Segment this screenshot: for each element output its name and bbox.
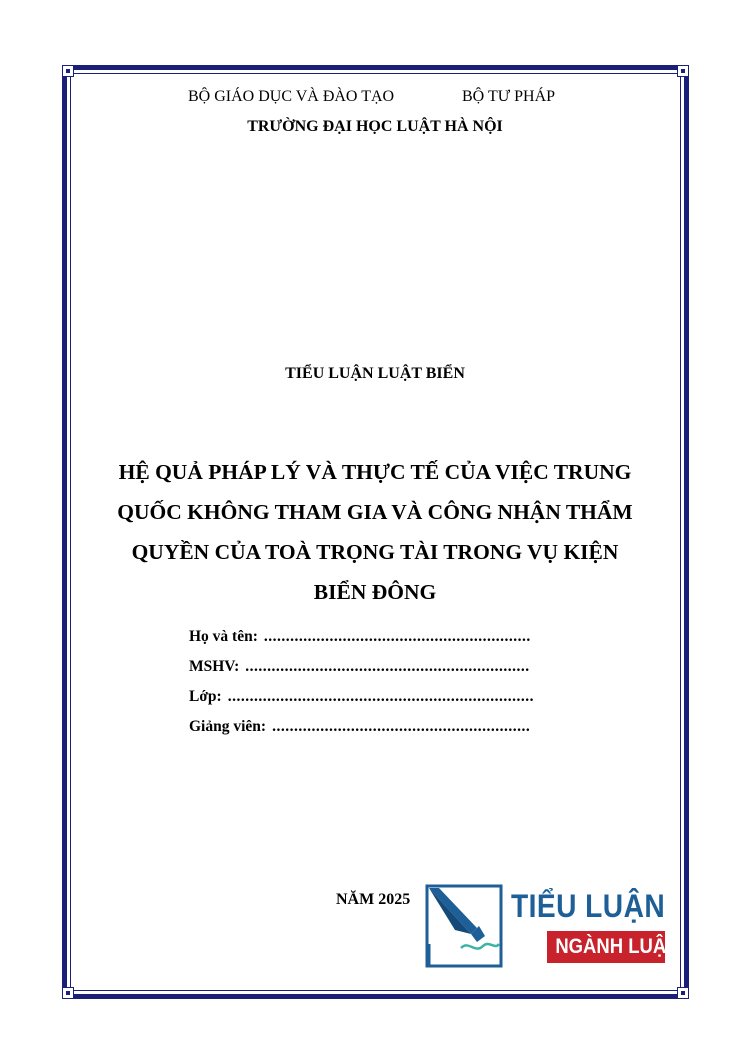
- title-line: QUYỀN CỦA TOÀ TRỌNG TÀI TRONG VỤ KIỆN: [131, 540, 619, 564]
- border-corner-ornament: [677, 65, 689, 77]
- year-label: NĂM 2025: [336, 891, 411, 908]
- info-row-name: [189, 628, 549, 658]
- essay-title: [90, 452, 660, 612]
- lecturer-label: Giảng viên:: [189, 718, 267, 735]
- logo-text-secondary: NGÀNH LUẬT: [555, 935, 678, 958]
- student-id-label: MSHV:: [189, 658, 240, 675]
- title-line: BIỂN ĐÔNG: [313, 580, 437, 604]
- class-field: ......................................................................: [227, 688, 534, 705]
- border-corner-ornament: [677, 987, 689, 999]
- name-label: Họ và tên:: [189, 628, 258, 645]
- title-line: HỆ QUẢ PHÁP LÝ VÀ THỰC TẾ CỦA VIỆC TRUNG: [118, 460, 632, 484]
- border-corner-ornament: [62, 987, 74, 999]
- ministry-justice: BỘ TƯ PHÁP: [462, 88, 556, 105]
- name-field: .............................................................: [263, 628, 531, 645]
- lecturer-field: ...........................................................: [272, 718, 531, 735]
- pen-nib-icon: [425, 884, 505, 968]
- info-row-lecturer: [189, 718, 549, 748]
- border-corner-ornament: [62, 65, 74, 77]
- info-row-class: [189, 688, 549, 718]
- brand-logo: [425, 884, 678, 968]
- student-info-block: [189, 628, 549, 748]
- title-line: QUỐC KHÔNG THAM GIA VÀ CÔNG NHẬN THẨM: [117, 500, 633, 524]
- ministry-education: BỘ GIÁO DỤC VÀ ĐÀO TẠO: [188, 88, 395, 105]
- logo-badge: [547, 931, 678, 963]
- student-id-field: .................................................................: [245, 658, 530, 675]
- essay-subject: TIỂU LUẬN LUẬT BIỂN: [285, 365, 465, 382]
- info-row-student-id: [189, 658, 549, 688]
- logo-text-primary: TIỂU LUẬN: [511, 888, 666, 924]
- university-name: TRƯỜNG ĐẠI HỌC LUẬT HÀ NỘI: [247, 118, 503, 135]
- class-label: Lớp:: [189, 688, 222, 705]
- ministry-header: [0, 88, 750, 110]
